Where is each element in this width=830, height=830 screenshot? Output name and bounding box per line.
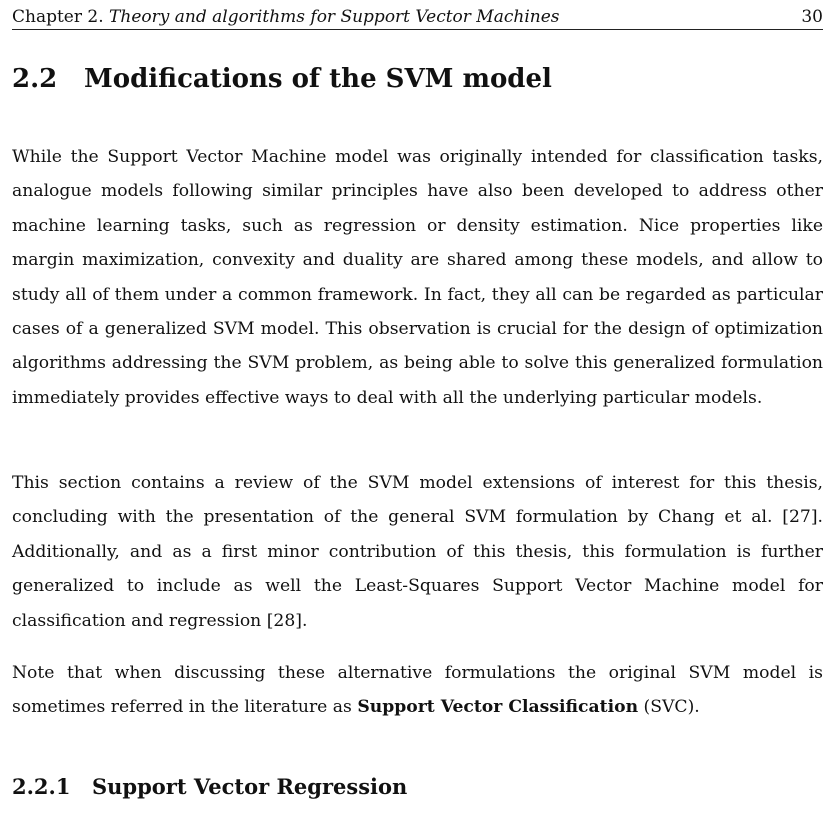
subsection-title: Support Vector Regression [92,774,408,799]
paragraph-section-overview: This section contains a review of the SVM model extensions of interest for this thesis, concluding with the presentation of the general SVM formulation by Chang et al. [27]. Additionally, and as a first minor contribution of this thesis, this formulation is further generalized to include as well the Least-Squares Support Vector Machine model for classification and regression [28]. [12,473,823,631]
page-number: 30 [801,7,823,27]
svc-term: Support Vector Classification [357,697,639,718]
chapter-title: Theory and algorithms for Support Vector Machines [109,7,560,27]
section-title: Modifications of the SVM model [84,64,552,94]
paragraph-intro: While the Support Vector Machine model was originally intended for classification tasks, analogue models following similar principles have also been developed to address other machine learning tasks, such as regression or density estimation. Nice properties like margin maximization, convexity and duality are shared among these models, and allow to study all of them under a common framework. In fact, they all can be regarded as particular cases of a generalized SVM model. This observation is crucial for the design of optimization algorithms addressing the SVM problem, as being able to solve this generalized formulation immediately provides effective ways to deal with all the underlying particular models. [12,147,823,408]
running-header [12,5,823,30]
paragraph-svc-note [12,656,823,725]
section-heading [12,62,823,96]
chapter-label: Chapter 2. [12,7,104,27]
svc-note-text-start: Note that when discussing these alternative formulations the original SVM model is sometimes referred in the literature as [12,663,823,718]
document-page [12,0,823,830]
svc-note-text-end: (SVC). [638,697,700,718]
subsection-number: 2.2.1 [12,774,71,799]
subsection-heading [12,772,823,802]
section-number: 2.2 [12,64,58,94]
